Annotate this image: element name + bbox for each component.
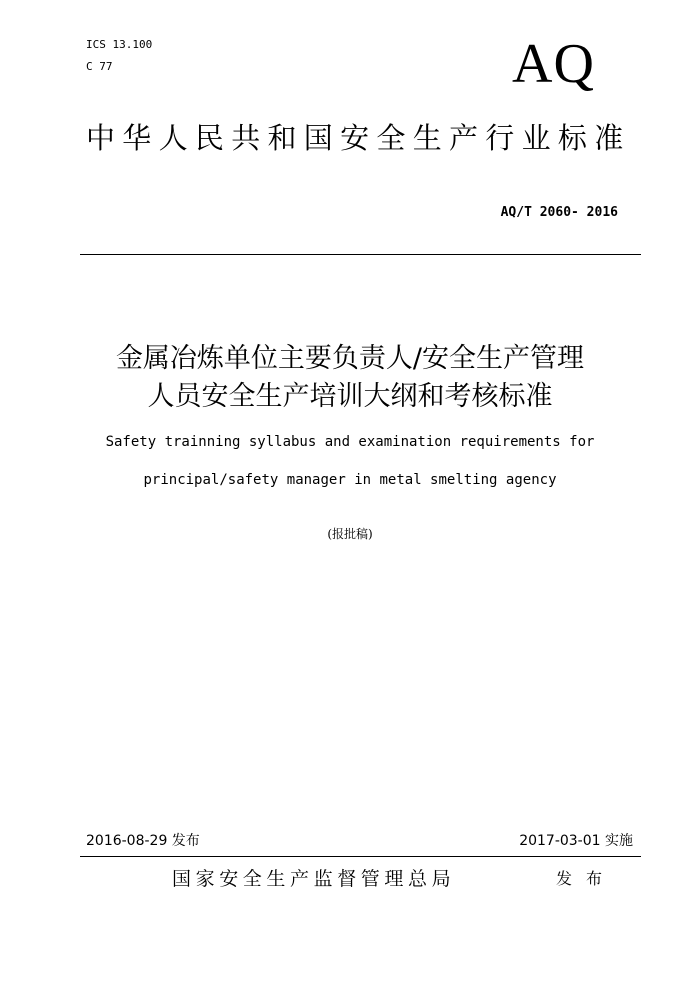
implement-date: 2017-03-01 实施: [519, 833, 633, 849]
bottom-divider: [80, 856, 641, 857]
english-title-line-2: principal/safety manager in metal smelting agency: [143, 472, 557, 488]
issuing-authority: 国家安全生产监督管理总局: [172, 868, 456, 890]
issue-label: 发布: [556, 869, 617, 888]
aq-logo: AQ: [512, 33, 595, 95]
standard-number: AQ/T 2060- 2016: [500, 205, 618, 220]
ics-code: ICS 13.100: [86, 38, 153, 51]
english-title-line-1: Safety trainning syllabus and examination requirements for: [105, 434, 595, 450]
document-title-line-1: 金属冶炼单位主要负责人/安全生产管理: [115, 343, 585, 374]
document-title: [60, 340, 640, 416]
publish-date: 2016-08-29 发布: [86, 833, 200, 849]
standard-category-title: 中华人民共和国安全生产行业标准: [86, 121, 631, 155]
draft-status: (报批稿): [327, 527, 373, 541]
top-divider: [80, 254, 641, 255]
document-title-line-2: 人员安全生产培训大纲和考核标准: [147, 381, 553, 412]
ccs-code: C 77: [86, 60, 113, 73]
